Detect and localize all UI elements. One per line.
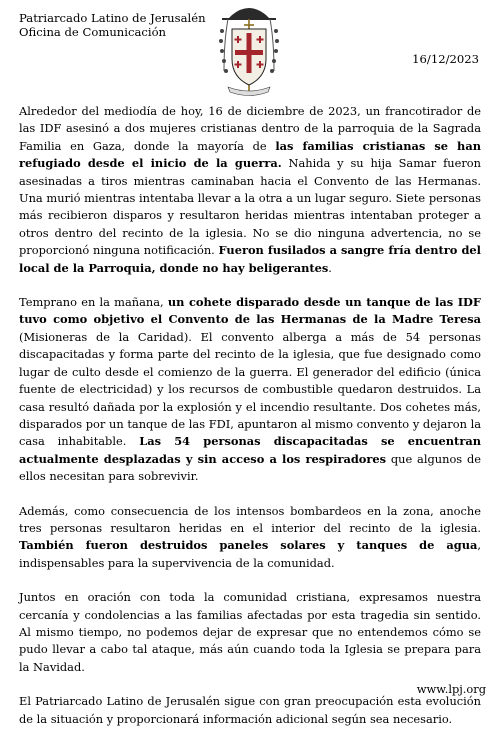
text-segment: . (328, 260, 332, 275)
paragraph (19, 503, 481, 573)
document-date: 16/12/2023 (412, 52, 479, 66)
paragraph (19, 103, 481, 277)
paragraph (19, 294, 481, 485)
paragraph (19, 589, 481, 676)
bold-text: un cohete disparado desde un tanque de las IDF tuvo como objetivo el Convento de las Hermanas de la Madre Teresa (19, 295, 481, 327)
text-segment: Temprano en la mañana, (19, 295, 168, 310)
text-segment: Además, como consecuencia de los intensos bombardeos en la zona, anoche tres personas resultaron heridas en el interior del recinto de la iglesia. (19, 503, 481, 535)
bold-text: Las 54 personas discapacitadas se encuentran actualmente desplazadas y sin acceso a los respiradores (19, 434, 481, 466)
org-name: Patriarcado Latino de Jerusalén (19, 11, 206, 25)
text-segment: Juntos en oración con toda la comunidad cristiana, expresamos nuestra cercanía y condolencias a las familias afectadas por esta tragedia sin sentido. Al mismo tiempo, no podemos dejar de expresar que no entendemos cómo se pudo llevar a cabo tal ataque, más aún cuando toda la Iglesia se prepara para la Navidad. (19, 590, 481, 674)
bold-text: las familias cristianas se han refugiado desde el inicio de la guerra. (19, 138, 481, 171)
text-segment: Nahida y su hija Samar fueron asesinadas a tiros mientras caminaban hacia el Convento de las Hermanas. Una murió mientras intentaba llevar a la otra a un lugar seguro. Siete personas más recibieron disparos y resultaron heridas mientras intentaban proteger a otros dentro del recinto de la iglesia. No se dio ninguna advertencia, no se proporcionó ninguna notificación. (19, 156, 481, 258)
website-url[interactable]: www.lpj.org (416, 682, 486, 696)
text-segment: que algunos de ellos necesitan para sobrevivir. (19, 451, 481, 484)
organization-header (19, 11, 206, 39)
bold-text: También fueron destruidos paneles solares y tanques de agua (19, 538, 478, 553)
org-office: Oficina de Comunicación (19, 25, 167, 39)
text-segment: Alrededor del mediodía de hoy, 16 de diciembre de 2023, un francotirador de las IDF asesinó a dos mujeres cristianas dentro de la parroquia de la Sagrada Familia en Gaza, donde la mayoría de (19, 104, 481, 153)
text-segment: , indispensables para la supervivencia de la comunidad. (19, 538, 481, 570)
bold-text: Fueron fusilados a sangre fría dentro del local de la Parroquia, donde no hay beligerantes (19, 243, 481, 275)
paragraph (19, 693, 481, 728)
statement-body (19, 103, 481, 745)
text-segment: (Misioneras de la Caridad). El convento alberga a más de 54 personas discapacitadas y forma parte del recinto de la iglesia, que fue designado como lugar de culto desde el comienzo de la guerra. El generador del edificio (única fuente de electricidad) y los recursos de combustible quedaron destruidos. La casa resultó dañada por la explosión y el incendio resultante. Dos cohetes más, disparados por un tanque de las FDI, apuntaron al mismo convento y dejaron la casa inhabitable. (19, 329, 481, 449)
coat-of-arms-emblem (218, 1, 280, 97)
text-segment: El Patriarcado Latino de Jerusalén sigue con gran preocupación esta evolución de la situación y proporcionará información adicional según sea necesario. (19, 694, 481, 726)
